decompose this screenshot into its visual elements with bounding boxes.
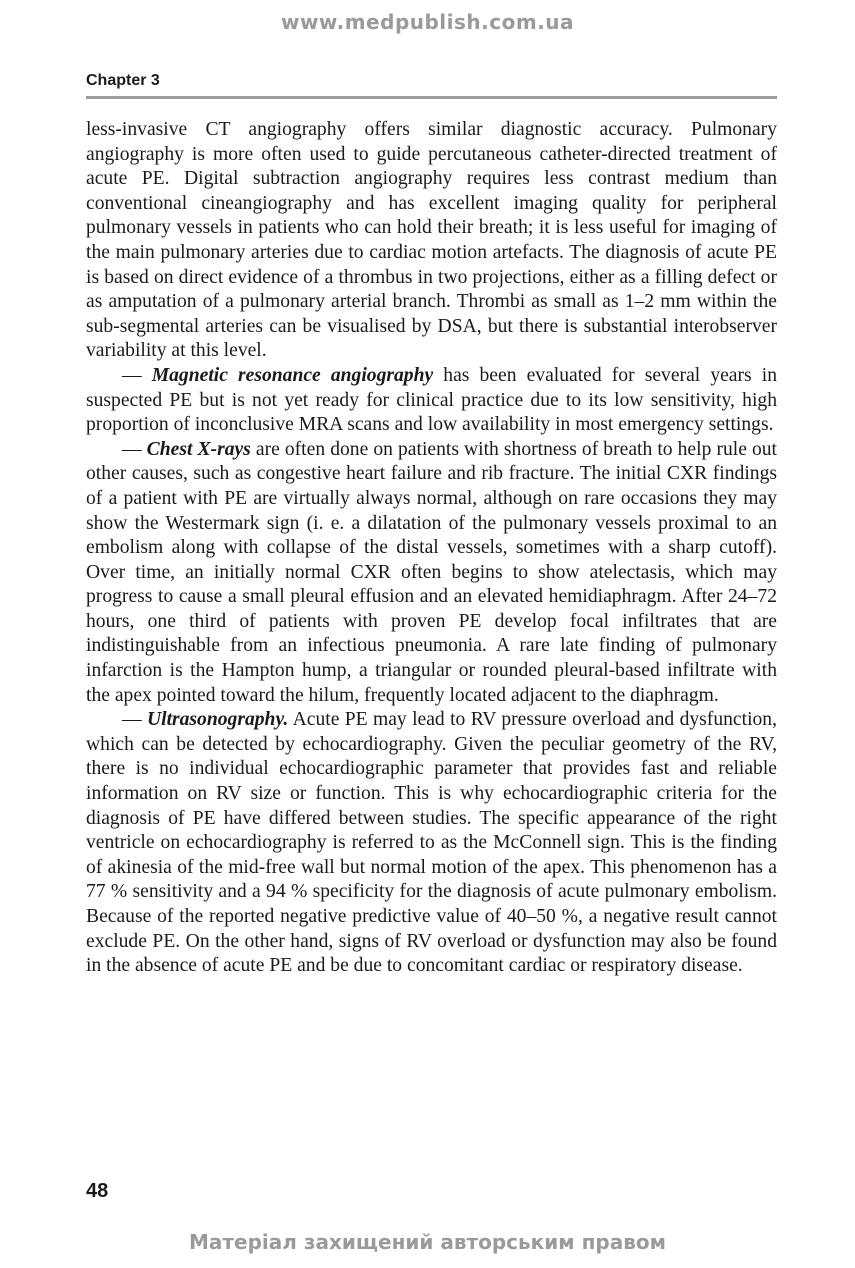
term-ultrasonography: Ultrasonography. <box>146 709 289 731</box>
paragraph-angiography <box>86 118 777 364</box>
chapter-heading: Chapter 3 <box>86 72 160 89</box>
paragraph-text: has been evaluated for several years in suspected PE but is not yet ready for clinical practice due to its low sensitivity, high proportion of inconclusive MRA scans and low availability in most emergency settings. <box>86 364 777 436</box>
paragraph-chest-x-rays <box>86 438 777 709</box>
term-chest-x-rays: Chest X-rays <box>146 438 251 460</box>
term-magnetic-resonance-angiography: Magnetic resonance angiography <box>151 364 434 386</box>
paragraph-lead-dash: — <box>122 709 147 731</box>
top-watermark-url: www.medpublish.com.ua <box>280 10 575 34</box>
paragraph-text: Acute PE may lead to RV pressure overload and dysfunction, which can be detected by echocardiography. Given the peculiar geometry of the RV, there is no individual echocardiographic parameter that provides fast and reliable information on RV size or function. This is why echocardiographic criteria for the diagnosis of PE have differed between studies. The specific appearance of the right ventricle on echocardiography is referred to as the McConnell sign. This is the finding of akinesia of the mid-free wall but normal motion of the apex. This phenomenon has a 77 % sensitivity and a 94 % specificity for the diagnosis of acute pulmonary embolism. Because of the reported negative predictive value of 40–50 %, a negative result cannot exclude PE. On the other hand, signs of RV overload or dysfunction may also be found in the absence of acute PE and be due to concomitant cardiac or respiratory disease. <box>86 709 777 977</box>
header-divider <box>86 96 777 99</box>
body-text <box>86 118 777 979</box>
page-number: 48 <box>86 1180 109 1202</box>
paragraph-text: less-invasive CT angiography offers similar diagnostic accuracy. Pulmonary angiography is more often used to guide percutaneous catheter-directed treatment of acute PE. Digital subtraction angiography requires less contrast medium than conventional cineangiography and has excellent imaging quality for peripheral pulmonary vessels in patients who can hold their breath; it is less useful for imaging of the main pulmonary arteries due to cardiac motion artefacts. The diagnosis of acute PE is based on direct evidence of a thrombus in two projections, either as a filling defect or as amputation of a pulmonary arterial branch. Thrombi as small as 1–2 mm within the sub-segmental arteries can be visualised by DSA, but there is substantial interobserver variability at this level. <box>86 119 777 362</box>
paragraph-lead-dash: — <box>122 438 147 460</box>
paragraph-lead-dash: — <box>122 364 152 386</box>
paragraph-ultrasonography <box>86 708 777 979</box>
paragraph-text: are often done on patients with shortness of breath to help rule out other causes, such as congestive heart failure and rib fracture. The initial CXR findings of a patient with PE are virtually always normal, although on rare occasions they may show the Westermark sign (i. e. a dilatation of the pulmonary vessels proximal to an embolism along with collapse of the distal vessels, sometimes with a sharp cutoff). Over time, an initially normal CXR often begins to show atelectasis, which may progress to cause a small pleural effusion and an elevated hemidiaphragm. After 24–72 hours, one third of patients with proven PE develop focal infiltrates that are indistinguishable from an infectious pneumonia. A rare late finding of pulmonary infarction is the Hampton hump, a triangular or rounded pleural-based infiltrate with the apex pointed toward the hilum, frequently located adjacent to the diaphragm. <box>86 438 778 706</box>
copyright-watermark: Матеріал захищений авторським правом <box>189 1230 666 1254</box>
paragraph-mra <box>86 364 777 438</box>
